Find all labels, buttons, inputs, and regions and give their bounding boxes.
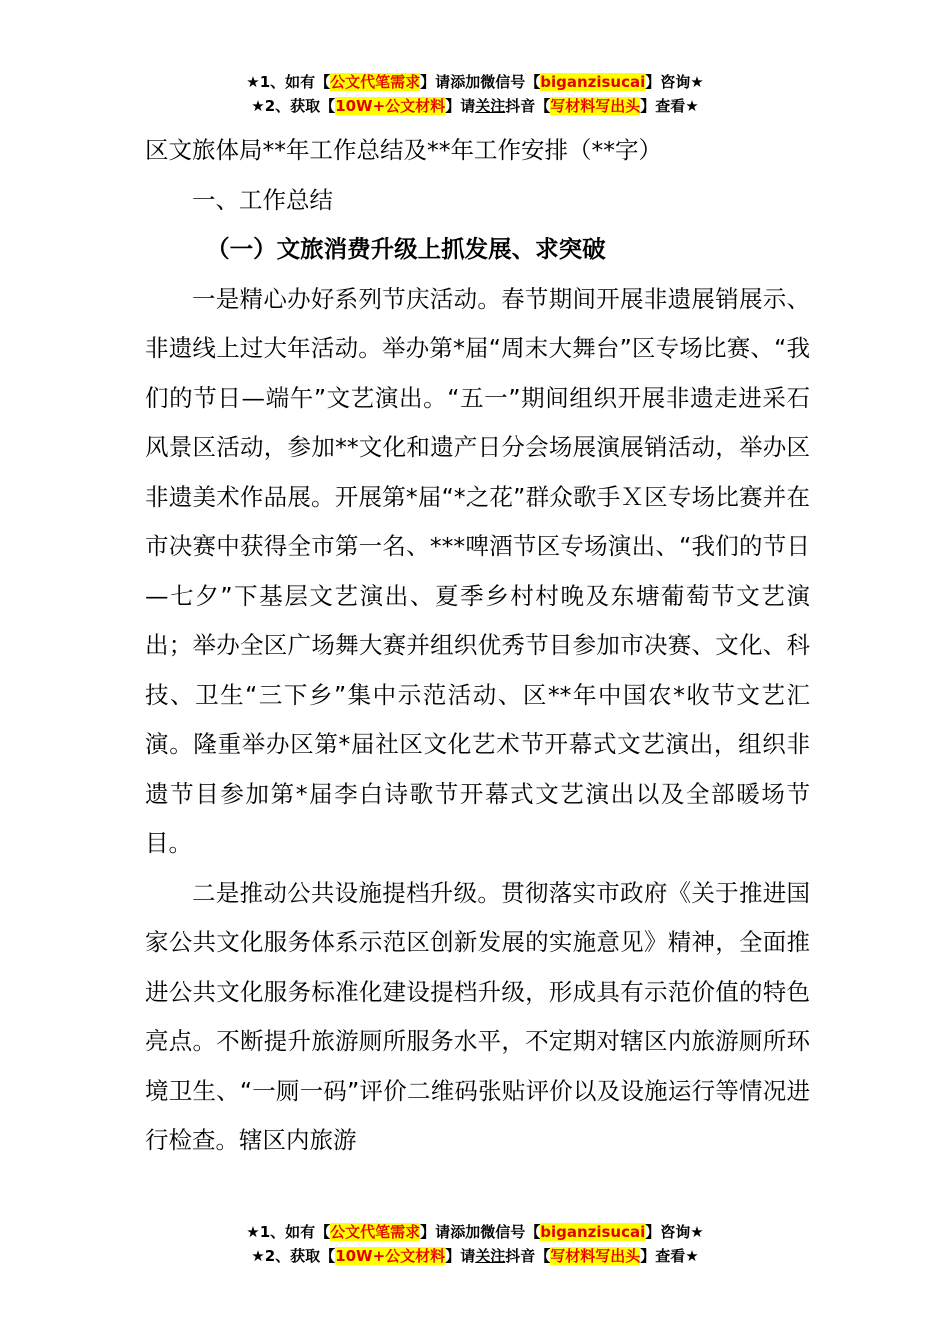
promo-banner-bottom [0, 1220, 950, 1268]
subsection-heading: （一）文旅消费升级上抓发展、求突破 [206, 235, 606, 263]
paragraph: 一是精心办好系列节庆活动。春节期间开展非遗展销展示、非遗线上过大年活动。举办第*届“周末大舞台”区专场比赛、“我们的节日—端午”文艺演出。“五一”期间组织开展非遗走进采石风景区活动，参加**文化和遗产日分会场展演展销活动，举办区非遗美术作品展。开展第*届“*之花”群众歌手Ｘ区专场比赛并在市决赛中获得全市第一名、***啤酒节区专场演出、“我们的节日—七夕”下基层文艺演出、夏季乡村村晚及东塘葡萄节文艺演出；举办全区广场舞大赛并组织优秀节目参加市决赛、文化、科技、卫生“三下乡”集中示范活动、区**年中国农*收节文艺汇演。隆重举办区第*届社区文化艺术节开幕式文艺演出，组织非遗节目参加第*届李白诗歌节开幕式文艺演出以及全部暖场节目。 [145, 284, 810, 857]
promo-line-1: ★1、如有【公文代笔需求】请添加微信号【biganzisucai】咨询★ [246, 1223, 704, 1241]
section-heading: 一、工作总结 [192, 185, 333, 214]
promo-highlight: 公文代笔需求 [330, 1223, 421, 1241]
document-body [145, 126, 810, 1166]
promo-line-1: ★1、如有【公文代笔需求】请添加微信号【biganzisucai】咨询★ [246, 73, 704, 91]
promo-highlight: 公文代笔需求 [330, 73, 421, 91]
document-title: 区文旅体局**年工作总结及**年工作安排（**字） [145, 136, 662, 164]
douyin-id: 写材料写出头 [550, 97, 641, 115]
wechat-id: biganzisucai [540, 73, 646, 91]
douyin-id: 写材料写出头 [550, 1247, 641, 1265]
promo-line-2: ★2、获取【10W+公文材料】请关注抖音【写材料写出头】查看★ [251, 1247, 699, 1265]
promo-highlight: 10W+公文材料 [335, 1247, 446, 1265]
promo-line-2: ★2、获取【10W+公文材料】请关注抖音【写材料写出头】查看★ [251, 97, 699, 115]
paragraph: 二是推动公共设施提档升级。贯彻落实市政府《关于推进国家公共文化服务体系示范区创新发展的实施意见》精神，全面推进公共文化服务标准化建设提档升级，形成具有示范价值的特色亮点。不断提升旅游厕所服务水平，不定期对辖区内旅游厕所环境卫生、“一厕一码”评价二维码张贴评价以及设施运行等情况进行检查。辖区内旅游 [145, 878, 810, 1154]
promo-highlight: 10W+公文材料 [335, 97, 446, 115]
promo-banner-top [0, 70, 950, 118]
wechat-id: biganzisucai [540, 1223, 646, 1241]
